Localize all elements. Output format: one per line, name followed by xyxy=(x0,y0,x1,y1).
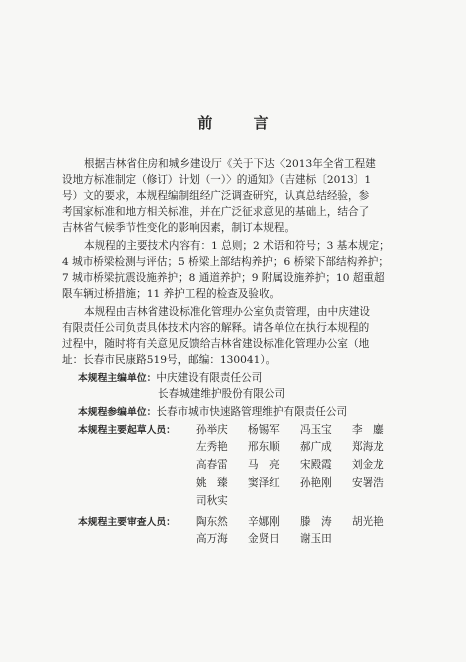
person-name: 窦泽红 xyxy=(248,477,280,489)
name-row xyxy=(196,474,404,492)
name-row xyxy=(196,514,404,530)
editor-unit: 中庆建设有限责任公司 xyxy=(156,372,263,384)
person-name: 司秋实 xyxy=(196,495,228,507)
person-name: 宋殿霞 xyxy=(300,459,332,471)
drafter-label: 本规程主要起草人员： xyxy=(78,425,176,436)
person-name: 高春雷 xyxy=(196,459,228,471)
person-name: 冯玉宝 xyxy=(300,424,332,436)
intro-paragraph xyxy=(62,156,408,236)
name-row xyxy=(196,456,404,474)
person-name: 杨锡军 xyxy=(248,424,280,436)
text-line: 考国家标准和地方相关标准，并在广泛征求意见的基础上，结合了 xyxy=(62,206,370,218)
editor-label: 本规程主编单位： xyxy=(78,373,157,384)
person-name: 高万海 xyxy=(196,533,228,545)
page-title: 前 言 xyxy=(197,114,287,132)
text-line: 址：长春市民康路519号，邮编：130041）。 xyxy=(62,354,277,366)
text-line: 根据吉林省住房和城乡建设厅《关于下达〈2013年全省工程建 xyxy=(84,158,376,170)
person-name: 辛娜刚 xyxy=(248,516,280,528)
person-name: 胡光艳 xyxy=(352,516,384,528)
management-paragraph xyxy=(62,304,408,368)
content-paragraph xyxy=(62,238,408,302)
reviewer-label: 本规程主要审查人员： xyxy=(78,517,176,528)
person-name: 滕 涛 xyxy=(300,516,332,528)
participant-label: 本规程参编单位： xyxy=(78,407,157,418)
text-line: 号）文的要求，本规程编制组经广泛调查研究，认真总结经验，参 xyxy=(62,190,370,202)
person-name: 孙艳刚 xyxy=(300,477,332,489)
name-row xyxy=(196,492,248,510)
text-line: 有限责任公司负责具体技术内容的解释。请各单位在执行本规程的 xyxy=(62,322,370,334)
participant-units-block xyxy=(62,404,408,420)
person-name: 姚 臻 xyxy=(196,477,228,489)
editor-units-block xyxy=(62,370,408,402)
person-name: 金贤日 xyxy=(248,533,280,545)
text-line: 本规程由吉林省建设标准化管理办公室负责管理，由中庆建设 xyxy=(84,306,371,318)
name-row xyxy=(196,422,404,438)
text-line: 吉林省气候季节性变化的影响因素，制订本规程。 xyxy=(62,222,296,234)
drafters-block xyxy=(62,422,408,510)
person-name: 安署浩 xyxy=(352,477,384,489)
text-line: 限车辆过桥措施；11 养护工程的检查及验收。 xyxy=(62,288,281,300)
person-name: 郑海龙 xyxy=(352,441,384,453)
person-name: 刘金龙 xyxy=(352,459,384,471)
text-line: 4 城市桥梁检测与评估；5 桥梁上部结构养护；6 桥梁下部结构养护； xyxy=(62,256,389,268)
text-line: 本规程的主要技术内容有：1 总则；2 术语和符号；3 基本规定； xyxy=(84,240,390,252)
person-name: 左秀艳 xyxy=(196,441,228,453)
person-name: 郝广成 xyxy=(300,441,332,453)
person-name: 陶东然 xyxy=(196,516,228,528)
participant-unit: 长春市城市快速路管理维护有限责任公司 xyxy=(156,406,348,418)
name-row xyxy=(196,530,352,548)
text-line: 7 城市桥梁抗震设施养护；8 通道养护；9 附属设施养护；10 超重超 xyxy=(62,272,385,284)
person-name: 李 鏖 xyxy=(352,424,384,436)
editor-unit: 长春城建维护股份有限公司 xyxy=(158,388,286,400)
person-name: 邢东顺 xyxy=(248,441,280,453)
person-name: 马 亮 xyxy=(248,459,280,471)
person-name: 孙举庆 xyxy=(196,424,228,436)
name-row xyxy=(196,438,404,456)
text-line: 过程中，随时将有关意见反馈给吉林省建设标准化管理办公室（地 xyxy=(62,338,370,350)
text-line: 设地方标准制定（修订）计划（一）〉的通知》（吉建标〔2013〕1 xyxy=(62,174,372,186)
person-name: 谢玉田 xyxy=(300,533,332,545)
reviewers-block xyxy=(62,514,408,548)
